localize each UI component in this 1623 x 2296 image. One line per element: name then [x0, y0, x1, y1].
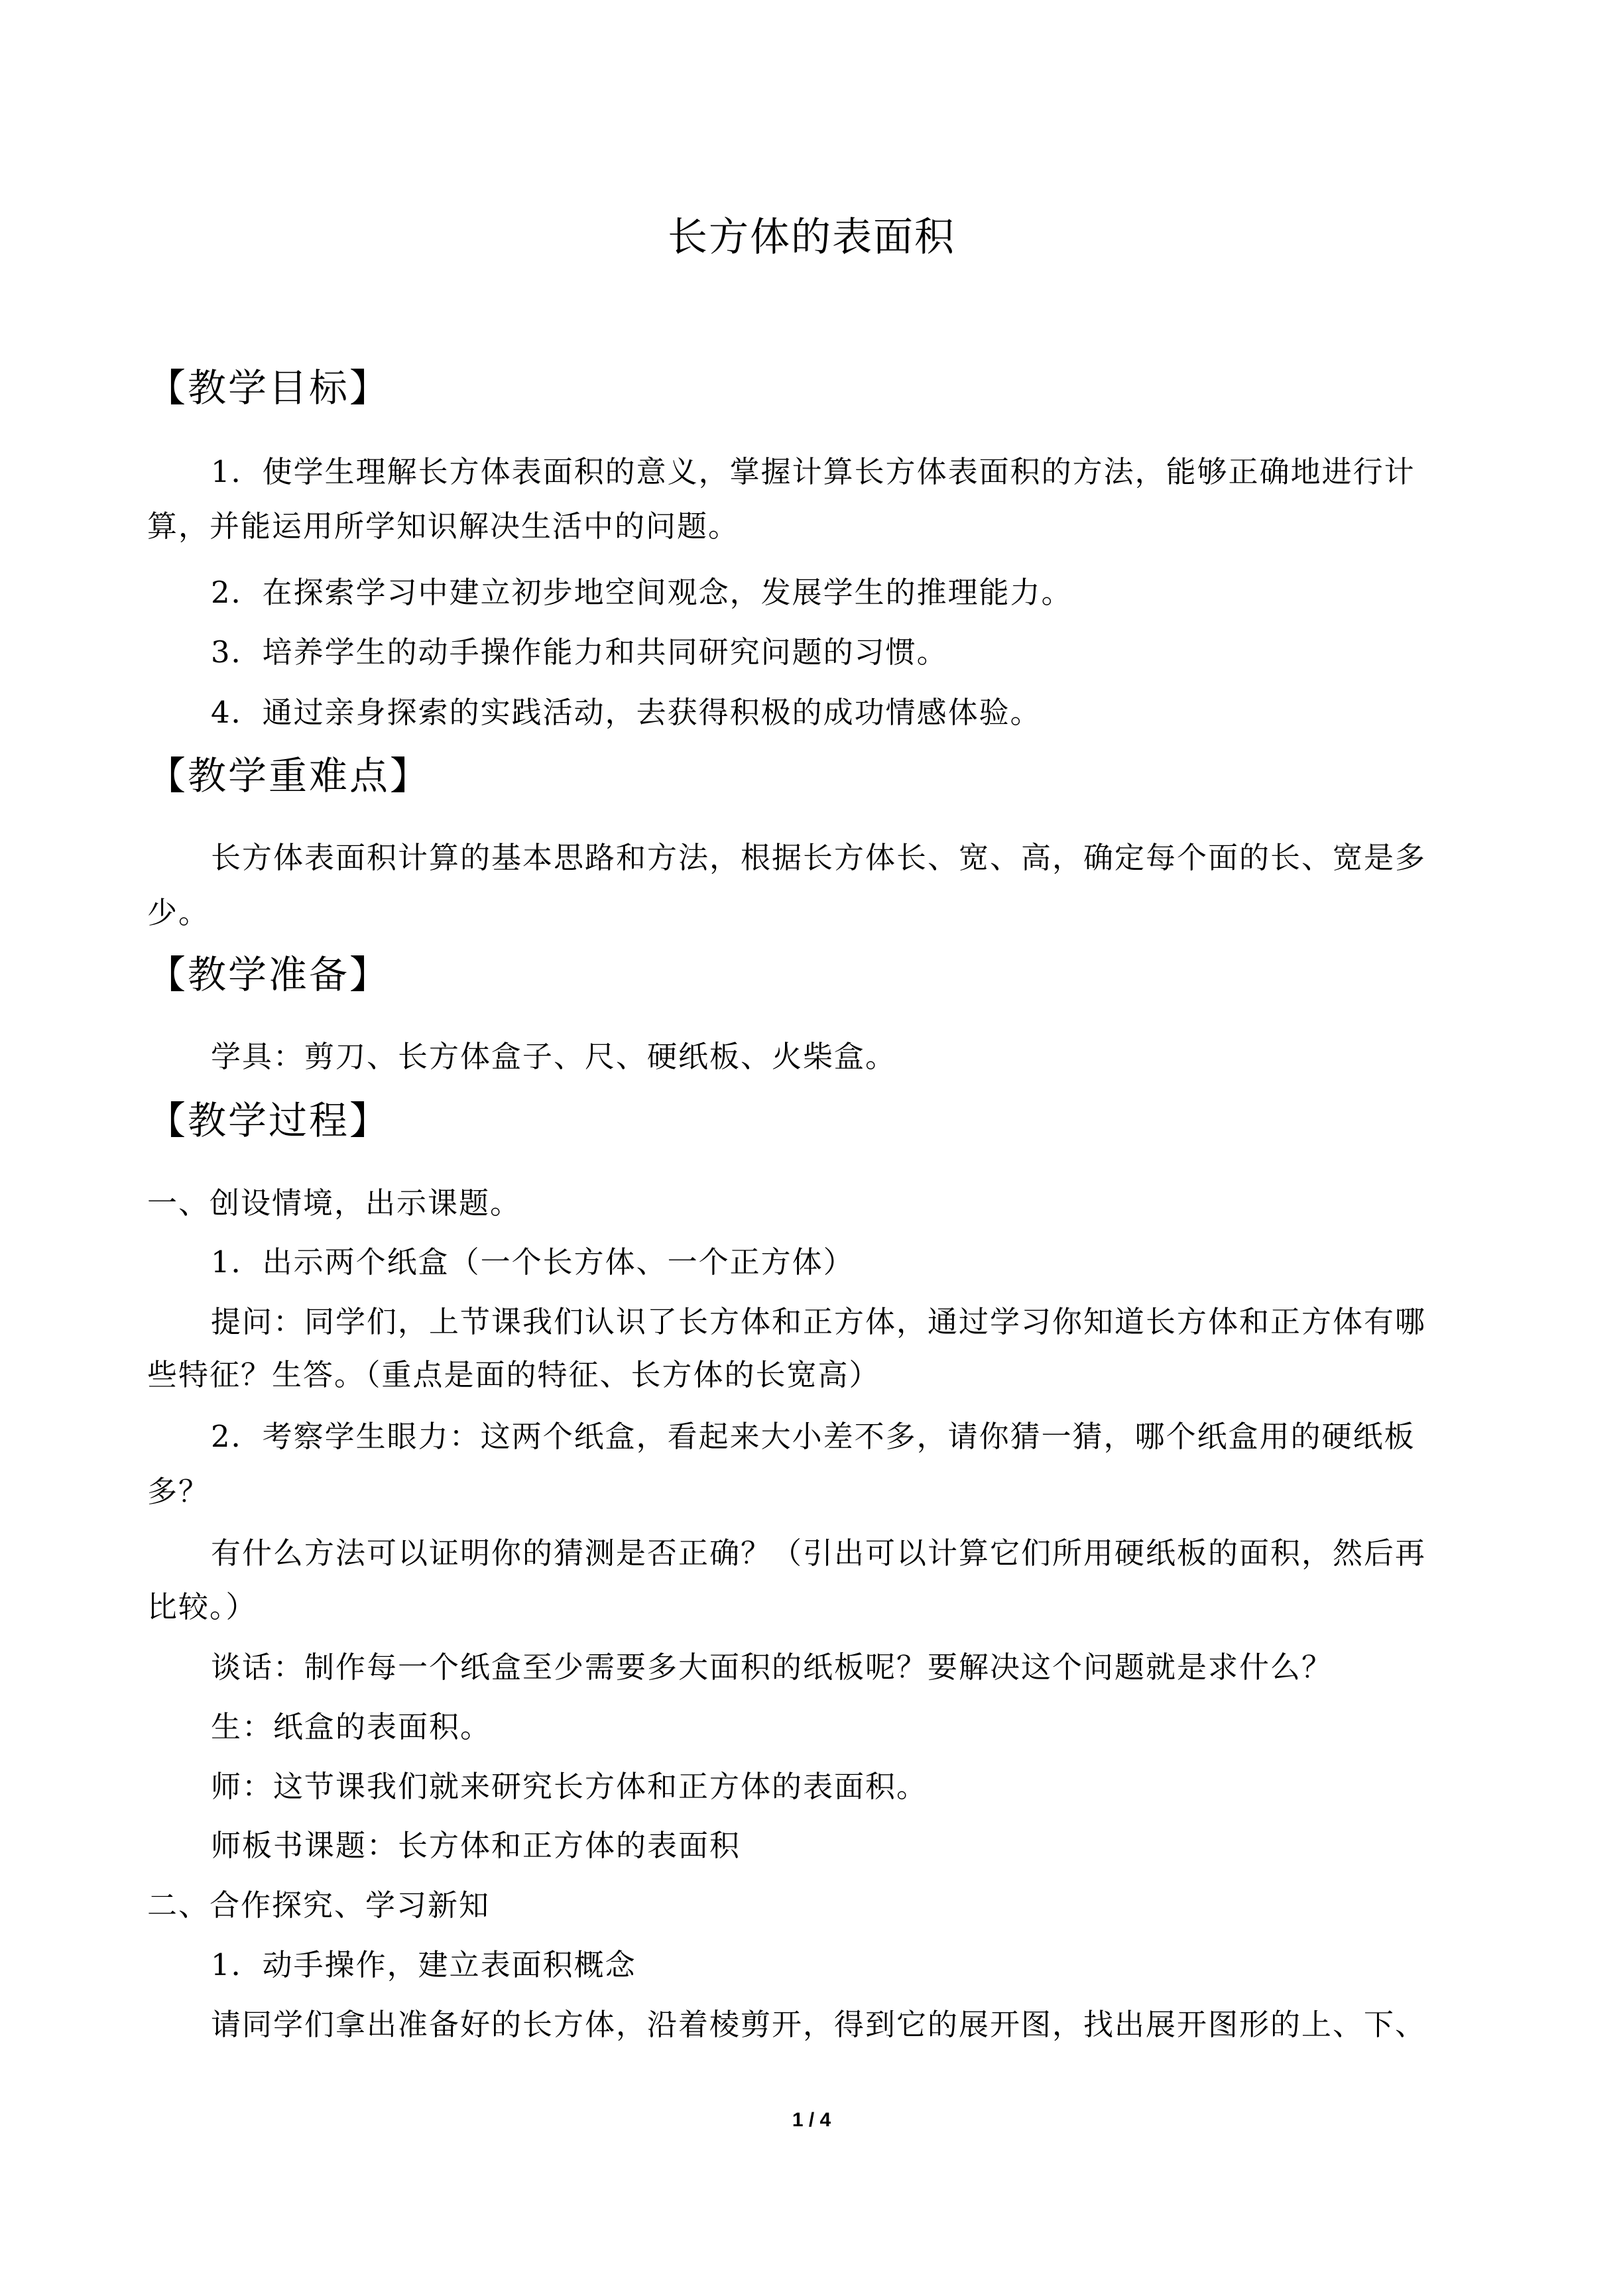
paragraph-line: 些特征？生答。（重点是面的特征、长方体的长宽高） — [147, 1357, 880, 1392]
paragraph-line: 生：纸盒的表面积。 — [211, 1709, 492, 1744]
paragraph-line: 一、创设情境，出示课题。 — [147, 1185, 522, 1221]
paragraph-line: 算，并能运用所学知识解决生活中的问题。 — [147, 509, 740, 544]
paragraph-line: 提问：同学们，上节课我们认识了长方体和正方体，通过学习你知道长方体和正方体有哪 — [211, 1304, 1427, 1339]
paragraph-line: 2．考察学生眼力：这两个纸盒，看起来大小差不多，请你猜一猜，哪个纸盒用的硬纸板 — [211, 1419, 1415, 1454]
page-number: 1 / 4 — [792, 2109, 831, 2131]
paragraph-line: 多？ — [147, 1474, 210, 1509]
paragraph-line: 1．出示两个纸盒（一个长方体、一个正方体） — [211, 1244, 855, 1280]
paragraph-line: 请同学们拿出准备好的长方体，沿着棱剪开，得到它的展开图，找出展开图形的上、下、 — [211, 2007, 1427, 2042]
paragraph-line: 2．在探索学习中建立初步地空间观念，发展学生的推理能力。 — [211, 575, 1073, 610]
paragraph-line: 比较。） — [147, 1589, 257, 1624]
paragraph-line: 学具：剪刀、长方体盒子、尺、硬纸板、火柴盒。 — [211, 1039, 897, 1074]
section-heading-process: 【教学过程】 — [147, 1098, 391, 1143]
paragraph-line: 谈话：制作每一个纸盒至少需要多大面积的纸板呢？要解决这个问题就是求什么？ — [211, 1650, 1333, 1685]
paragraph-line: 师：这节课我们就来研究长方体和正方体的表面积。 — [211, 1769, 928, 1804]
paragraph-line: 二、合作探究、学习新知 — [147, 1888, 491, 1923]
paragraph-line: 有什么方法可以证明你的猜测是否正确？（引出可以计算它们所用硬纸板的面积，然后再 — [211, 1536, 1427, 1571]
section-heading-preparation: 【教学准备】 — [147, 952, 391, 997]
paragraph-line: 3．培养学生的动手操作能力和共同研究问题的习惯。 — [211, 634, 948, 670]
paragraph-line: 4．通过亲身探索的实践活动，去获得积极的成功情感体验。 — [211, 695, 1042, 730]
section-heading-key-points: 【教学重难点】 — [147, 753, 431, 798]
section-heading-goals: 【教学目标】 — [147, 365, 391, 410]
paragraph-line: 长方体表面积计算的基本思路和方法，根据长方体长、宽、高，确定每个面的长、宽是多 — [211, 840, 1427, 875]
paragraph-line: 1．使学生理解长方体表面积的意义，掌握计算长方体表面积的方法，能够正确地进行计 — [211, 454, 1415, 489]
page-title: 长方体的表面积 — [668, 214, 955, 261]
paragraph-line: 1．动手操作，建立表面积概念 — [211, 1947, 636, 1982]
paragraph-line: 少。 — [147, 895, 210, 930]
paragraph-line: 师板书课题：长方体和正方体的表面积 — [211, 1828, 741, 1863]
